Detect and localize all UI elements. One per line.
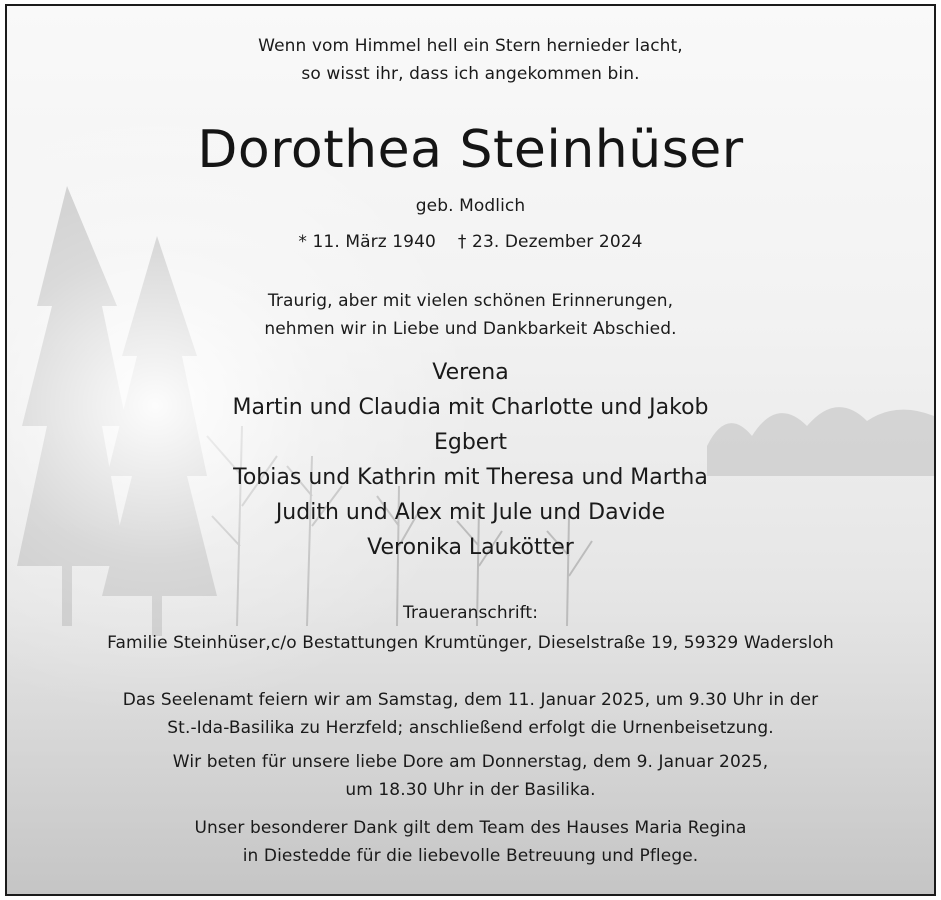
poem-line: Wenn vom Himmel hell ein Stern hernieder lacht, [258,36,683,56]
family-member: Judith und Alex mit Jule und Davide [275,500,666,525]
death-date: † 23. Dezember 2024 [457,232,643,252]
maiden-name: geb. Modlich [415,196,526,216]
announcement-line: Unser besonderer Dank gilt dem Team des Hauses Maria Regina [194,818,747,838]
family-member: Verena [432,360,509,385]
farewell-line: nehmen wir in Liebe und Dankbarkeit Abschied. [264,319,677,339]
birth-date: * 11. März 1940 [298,232,436,252]
farewell-line: Traurig, aber mit vielen schönen Erinnerungen, [267,291,674,311]
family-member: Tobias und Kathrin mit Theresa und Martha [233,465,708,490]
family-member: Egbert [433,430,508,455]
deceased-name: Dorothea Steinhüser [197,120,744,180]
life-dates [7,232,934,252]
announcement-line: in Diestedde für die liebevolle Betreuung und Pflege. [242,846,699,866]
notice-content [7,6,934,894]
address-text: Familie Steinhüser,c/o Bestattungen Krumtünger, Dieselstraße 19, 59329 Wadersloh [107,633,834,653]
obituary-notice [5,4,936,896]
address-label: Traueranschrift: [402,603,539,623]
poem-line: so wisst ihr, dass ich angekommen bin. [301,64,640,84]
family-member: Veronika Laukötter [367,535,574,560]
announcement-line: Das Seelenamt feiern wir am Samstag, dem 11. Januar 2025, um 9.30 Uhr in der [122,690,819,710]
announcement-line: um 18.30 Uhr in der Basilika. [345,780,596,800]
announcement-line: St.-Ida-Basilika zu Herzfeld; anschließend erfolgt die Urnenbeisetzung. [167,718,774,738]
family-member: Martin und Claudia mit Charlotte und Jakob [232,395,709,420]
announcement-line: Wir beten für unsere liebe Dore am Donnerstag, dem 9. Januar 2025, [172,752,769,772]
